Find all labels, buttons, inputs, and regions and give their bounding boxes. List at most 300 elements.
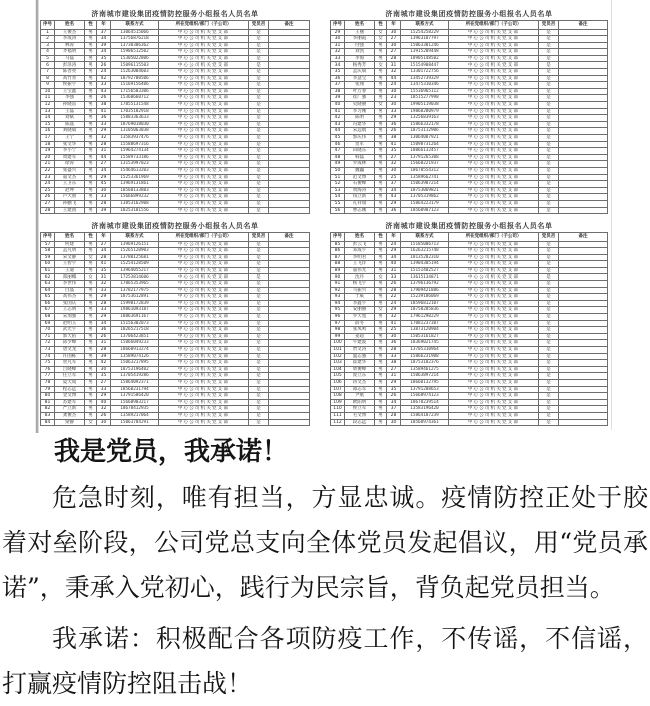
- table-cell: 于威: [345, 294, 375, 301]
- table-cell: 男: [375, 267, 387, 274]
- table-cell: 刘凯: [345, 49, 375, 56]
- table-cell: 是: [249, 393, 269, 400]
- table-cell: 男: [375, 95, 387, 102]
- table-cell: [559, 88, 608, 95]
- table-cell: 32: [387, 314, 401, 321]
- table-row: [41, 379, 310, 386]
- table-cell: 中心公司机关党支部: [449, 419, 539, 426]
- table-row: [331, 194, 608, 201]
- table-cell: [559, 393, 608, 400]
- table-cell: 是: [249, 379, 269, 386]
- table-row: [41, 347, 310, 354]
- table-row: [331, 36, 608, 43]
- table-cell: 男: [85, 121, 97, 128]
- table-cell: 27: [387, 36, 401, 43]
- table-cell: 105: [331, 373, 345, 380]
- table-cell: 41: [331, 108, 345, 115]
- table-cell: 18678412935: [111, 406, 159, 413]
- table-cell: 男: [375, 386, 387, 393]
- table-cell: 59: [41, 254, 55, 261]
- table-cell: [559, 148, 608, 155]
- table-cell: 是: [539, 379, 559, 386]
- table-cell: 男: [85, 174, 97, 181]
- table-cell: 30: [387, 29, 401, 36]
- header-row: [41, 21, 310, 30]
- table-row: [41, 314, 310, 321]
- table-cell: 15305022806: [111, 55, 159, 62]
- table-row: [331, 167, 608, 174]
- table-cell: 是: [539, 36, 559, 43]
- table-cell: 是: [539, 347, 559, 354]
- table-cell: 是: [249, 353, 269, 360]
- table-cell: 中心公司机关党支部: [449, 254, 539, 261]
- table-cell: [269, 241, 310, 248]
- table-cell: 34: [97, 36, 111, 43]
- table-row: [41, 42, 310, 49]
- table-cell: 中心公司机关党支部: [159, 181, 249, 188]
- table-cell: 33: [97, 287, 111, 294]
- table-cell: 男: [375, 141, 387, 148]
- table-cell: 男: [375, 281, 387, 288]
- table-cell: 安丽丽: [345, 307, 375, 314]
- table-cell: 30: [387, 333, 401, 340]
- table-cell: 中心公司机关党支部: [449, 194, 539, 201]
- table-cell: 中心公司机关党支部: [449, 154, 539, 161]
- table-cell: 中心公司机关党支部: [159, 194, 249, 201]
- table-cell: 34: [97, 167, 111, 174]
- table-cell: 董伟光: [345, 267, 375, 274]
- table-cell: 夏天成: [55, 379, 85, 386]
- table-cell: 是: [249, 386, 269, 393]
- table-cell: 侯立军: [345, 406, 375, 413]
- table-cell: 15254258229: [401, 29, 449, 36]
- table-cell: 中心公司机关党支部: [449, 294, 539, 301]
- table-row: [331, 333, 608, 340]
- table-row: [41, 141, 310, 148]
- table-row: [331, 128, 608, 135]
- table-cell: 73: [41, 347, 55, 354]
- table-cell: 男: [85, 108, 97, 115]
- table-cell: 陈晶: [55, 121, 85, 128]
- table-cell: 27: [387, 154, 401, 161]
- table-cell: [559, 333, 608, 340]
- table-cell: 是: [539, 75, 559, 82]
- table-cell: 男: [85, 49, 97, 56]
- table-cell: 中心公司机关党支部: [449, 353, 539, 360]
- table-cell: 女: [85, 274, 97, 281]
- table-cell: 卢大朋: [55, 194, 85, 201]
- table-row: [41, 412, 310, 419]
- table-cell: 男: [375, 82, 387, 89]
- table-cell: 是: [539, 174, 559, 181]
- table-cell: 中心公司机关党支部: [159, 200, 249, 207]
- table-row: [41, 108, 310, 115]
- table-row: [331, 148, 608, 155]
- table-cell: 白晶: [55, 287, 85, 294]
- table-cell: [269, 207, 310, 214]
- table-cell: [269, 393, 310, 400]
- table-cell: 男: [85, 128, 97, 135]
- table-cell: 29: [387, 115, 401, 122]
- table-cell: 中心公司机关党支部: [449, 340, 539, 347]
- table-cell: 徐涛: [55, 161, 85, 168]
- column-header: 性: [85, 233, 97, 242]
- table-cell: 中心公司机关党支部: [449, 248, 539, 255]
- table-cell: 女: [375, 62, 387, 69]
- table-cell: [559, 287, 608, 294]
- table-cell: 32: [387, 69, 401, 76]
- column-header: 所在党组织/部门（子公司）: [159, 21, 249, 30]
- table-cell: 109: [331, 399, 345, 406]
- table-cell: 男: [375, 49, 387, 56]
- table-cell: 18515277998: [401, 95, 449, 102]
- column-header: 年: [97, 21, 111, 30]
- table-cell: 17035182918: [111, 108, 159, 115]
- table-cell: 29: [97, 128, 111, 135]
- table-cell: 34: [97, 49, 111, 56]
- table-row: [331, 274, 608, 281]
- table-cell: 16263215748: [401, 248, 449, 255]
- table-cell: 张文华: [55, 141, 85, 148]
- table-cell: 24: [41, 181, 55, 188]
- table-cell: 77: [41, 373, 55, 380]
- table-row: [331, 386, 608, 393]
- table-cell: 15096115503: [111, 62, 159, 69]
- table-cell: 58: [41, 248, 55, 255]
- table-cell: 102: [331, 353, 345, 360]
- table-cell: 男: [375, 121, 387, 128]
- table-cell: [559, 187, 608, 194]
- table-cell: 是: [249, 95, 269, 102]
- table-cell: 是: [249, 108, 269, 115]
- table-row: [331, 29, 608, 36]
- table-cell: 是: [539, 386, 559, 393]
- table-row: [331, 254, 608, 261]
- table-cell: 男: [85, 399, 97, 406]
- table-cell: 13796136792: [401, 281, 449, 288]
- table-cell: 是: [249, 62, 269, 69]
- table-cell: 男: [85, 148, 97, 155]
- table-cell: 男: [375, 294, 387, 301]
- table-cell: 是: [249, 187, 269, 194]
- table-cell: [269, 200, 310, 207]
- table-row: [41, 200, 310, 207]
- table-cell: 18905148502: [401, 55, 449, 62]
- table-cell: 是: [539, 327, 559, 334]
- table-cell: 17: [41, 135, 55, 142]
- header-row: [331, 233, 608, 242]
- table-cell: 孙鹏飞: [55, 200, 85, 207]
- table-cell: 男: [85, 141, 97, 148]
- table-cell: 15063301246: [401, 42, 449, 49]
- table-row: [41, 174, 310, 181]
- table-cell: 金文博: [55, 393, 85, 400]
- table-cell: 中心公司机关党支部: [159, 55, 249, 62]
- table-cell: 中心公司机关党支部: [449, 307, 539, 314]
- table-cell: 是: [539, 49, 559, 56]
- table-cell: 25: [387, 174, 401, 181]
- table-cell: 49: [331, 161, 345, 168]
- table-cell: 26: [97, 333, 111, 340]
- table-cell: 18753196402: [111, 366, 159, 373]
- table-cell: 13615134871: [401, 274, 449, 281]
- table-cell: 中心公司机关党支部: [449, 187, 539, 194]
- table-cell: 31: [387, 62, 401, 69]
- table-row: [331, 327, 608, 334]
- table-row: [41, 115, 310, 122]
- table-cell: [269, 373, 310, 380]
- table-cell: 35: [97, 373, 111, 380]
- table-row: [331, 307, 608, 314]
- table-cell: 7: [41, 69, 55, 76]
- table-cell: 57: [41, 241, 55, 248]
- table-cell: 18660913274: [111, 347, 159, 354]
- table-cell: 是: [249, 327, 269, 334]
- table-cell: [559, 248, 608, 255]
- table-cell: 中心公司机关党支部: [159, 42, 249, 49]
- table-cell: 男: [85, 386, 97, 393]
- table-cell: 是: [249, 55, 269, 62]
- table-cell: 王卫东: [55, 181, 85, 188]
- table-cell: 是: [249, 366, 269, 373]
- column-header: 联系方式: [401, 21, 449, 30]
- table-cell: 13583937476: [111, 135, 159, 142]
- table-cell: 王磊: [55, 108, 85, 115]
- table-cell: 111: [331, 412, 345, 419]
- table-cell: 女: [375, 274, 387, 281]
- table-cell: 马磊: [55, 55, 85, 62]
- table-cell: 中心公司机关党支部: [449, 82, 539, 89]
- table-cell: 中心公司机关党支部: [159, 314, 249, 321]
- table-cell: 18660132795: [401, 379, 449, 386]
- table-cell: 6: [41, 62, 55, 69]
- table-cell: 是: [249, 154, 269, 161]
- table-cell: 男: [85, 347, 97, 354]
- table-cell: 中心公司机关党支部: [159, 261, 249, 268]
- table-cell: 29: [387, 379, 401, 386]
- table-row: [41, 49, 310, 56]
- table-cell: 男: [375, 181, 387, 188]
- table-cell: 是: [539, 287, 559, 294]
- table-cell: [559, 128, 608, 135]
- table-row: [331, 69, 608, 76]
- table-cell: 是: [249, 300, 269, 307]
- table-cell: 15866049233: [111, 340, 159, 347]
- table-row: [41, 241, 310, 248]
- table-row: [41, 327, 310, 334]
- table-cell: 15668903217: [111, 399, 159, 406]
- table-cell: 男: [85, 406, 97, 413]
- table-cell: 男: [85, 167, 97, 174]
- table-cell: [269, 36, 310, 43]
- table-cell: 男: [375, 194, 387, 201]
- table-cell: 95: [331, 307, 345, 314]
- table-cell: [559, 320, 608, 327]
- table-cell: [559, 347, 608, 354]
- table-cell: 中心公司机关党支部: [159, 320, 249, 327]
- table-cell: 男: [85, 69, 97, 76]
- table-cell: 中心公司机关党支部: [159, 148, 249, 155]
- table-row: [331, 135, 608, 142]
- table-cell: 32: [331, 49, 345, 56]
- table-cell: [559, 412, 608, 419]
- table-cell: 18560133883: [111, 187, 159, 194]
- table-cell: 中心公司机关党支部: [159, 154, 249, 161]
- table-cell: 38: [387, 135, 401, 142]
- table-cell: 男: [375, 347, 387, 354]
- table-cell: 13706423851: [111, 333, 159, 340]
- table-cell: 15588697316: [111, 141, 159, 148]
- table-cell: 41: [387, 320, 401, 327]
- table-cell: 严立新: [55, 406, 85, 413]
- column-header: 序号: [331, 21, 345, 30]
- table-row: [331, 161, 608, 168]
- table-cell: 64: [41, 287, 55, 294]
- column-header: 党员否: [539, 21, 559, 30]
- table-cell: 75: [41, 360, 55, 367]
- table-cell: 是: [249, 161, 269, 168]
- table-cell: [269, 82, 310, 89]
- table-cell: 45: [97, 181, 111, 188]
- table-cell: 女: [375, 29, 387, 36]
- table-cell: 男: [85, 366, 97, 373]
- table-cell: 103: [331, 360, 345, 367]
- table-cell: 崔广强: [345, 95, 375, 102]
- table-cell: 中心公司机关党支部: [449, 55, 539, 62]
- table-cell: 中心公司机关党支部: [449, 95, 539, 102]
- table-row: [41, 399, 310, 406]
- column-header: 序号: [41, 21, 55, 30]
- table-cell: 沈丹: [345, 274, 375, 281]
- table-row: [331, 241, 608, 248]
- table-cell: 15360660712: [111, 95, 159, 102]
- table-cell: 15964274134: [111, 148, 159, 155]
- table-cell: 男: [375, 373, 387, 380]
- table-cell: 男: [85, 42, 97, 49]
- table-row: [331, 95, 608, 102]
- table-cell: [269, 300, 310, 307]
- table-cell: 中心公司机关党支部: [449, 141, 539, 148]
- table-cell: 贺军: [345, 141, 375, 148]
- table-cell: 男: [85, 248, 97, 255]
- table-cell: 中心公司机关党支部: [159, 161, 249, 168]
- pledge-paragraph-1: 危急时刻，唯有担当，方显忠诚。疫情防控正处于胶着对垒阶段，公司党总支向全体党员发起倡议，用“党员承诺”，秉承入党初心，践行为民宗旨，背负起党员担当。: [2, 483, 648, 602]
- table-row: [41, 88, 310, 95]
- table-cell: 是: [539, 294, 559, 301]
- table-cell: 男: [375, 55, 387, 62]
- column-header: 年: [387, 21, 401, 30]
- table-cell: 杨飞宇: [345, 281, 375, 288]
- column-header: 所在党组织/部门（子公司）: [449, 233, 539, 242]
- table-cell: 22: [387, 294, 401, 301]
- table-cell: 田晓东: [345, 148, 375, 155]
- table-cell: 中心公司机关党支部: [449, 36, 539, 43]
- table-cell: 女: [85, 419, 97, 426]
- column-header: 联系方式: [401, 233, 449, 242]
- table-cell: 80: [41, 393, 55, 400]
- table-cell: 中心公司机关党支部: [449, 379, 539, 386]
- column-header: 备注: [269, 233, 310, 242]
- table-cell: 39: [97, 42, 111, 49]
- table-cell: 是: [249, 148, 269, 155]
- table-cell: 邱少峰: [55, 340, 85, 347]
- table-cell: 91: [331, 281, 345, 288]
- table-cell: 牛建波: [345, 340, 375, 347]
- table-row: [41, 386, 310, 393]
- table-cell: 中心公司机关党支部: [159, 406, 249, 413]
- table-cell: 15098731264: [401, 141, 449, 148]
- table-cell: 13705419286: [111, 373, 159, 380]
- table-cell: 17865353965: [111, 281, 159, 288]
- table-cell: 40: [331, 102, 345, 109]
- table-row: [41, 254, 310, 261]
- table-cell: 是: [539, 42, 559, 49]
- table-cell: 男: [375, 161, 387, 168]
- table-cell: 中心公司机关党支部: [449, 148, 539, 155]
- table-cell: 男: [85, 200, 97, 207]
- column-header: 性: [375, 233, 387, 242]
- table-row: [331, 55, 608, 62]
- table-row: [331, 207, 608, 214]
- table-cell: 92: [331, 287, 345, 294]
- table-cell: 是: [249, 42, 269, 49]
- table-cell: 26: [387, 393, 401, 400]
- table-cell: [559, 75, 608, 82]
- table-cell: 中心公司机关党支部: [449, 281, 539, 288]
- table-cell: [269, 379, 310, 386]
- roster-table-block: [40, 9, 310, 214]
- column-header: 序号: [331, 233, 345, 242]
- table-cell: [269, 406, 310, 413]
- table-cell: 42: [97, 360, 111, 367]
- table-cell: 男: [85, 115, 97, 122]
- table-cell: 28: [41, 207, 55, 214]
- table-cell: 男: [375, 419, 387, 426]
- table-cell: 中心公司机关党支部: [159, 75, 249, 82]
- table-cell: 26: [97, 412, 111, 419]
- table-cell: 中心公司机关党支部: [449, 393, 539, 400]
- table-cell: 李强: [55, 95, 85, 102]
- table-cell: 中心公司机关党支部: [159, 135, 249, 142]
- table-cell: 男: [85, 294, 97, 301]
- table-cell: 薛冬: [345, 320, 375, 327]
- table-cell: 郭天佑: [55, 333, 85, 340]
- table-cell: 唐文龙: [55, 347, 85, 354]
- table-cell: 中心公司机关党支部: [449, 333, 539, 340]
- table-cell: 梁静: [55, 419, 85, 426]
- table-cell: 18792700506: [111, 75, 159, 82]
- table-row: [41, 353, 310, 360]
- table-cell: 齐福明: [55, 49, 85, 56]
- table-cell: 是: [539, 161, 559, 168]
- table-cell: 男: [375, 353, 387, 360]
- table-cell: 男: [85, 300, 97, 307]
- table-cell: 龚俊杰: [55, 412, 85, 419]
- table-cell: 中心公司机关党支部: [449, 347, 539, 354]
- table-cell: 中心公司机关党支部: [159, 187, 249, 194]
- table-cell: 43: [97, 88, 111, 95]
- table-cell: 是: [539, 200, 559, 207]
- table-cell: 34: [387, 254, 401, 261]
- table-cell: 是: [539, 399, 559, 406]
- table-cell: 是: [539, 314, 559, 321]
- table-row: [331, 360, 608, 367]
- table-row: [331, 393, 608, 400]
- table-cell: 1: [41, 29, 55, 36]
- table-cell: 中心公司机关党支部: [159, 360, 249, 367]
- table-cell: [269, 167, 310, 174]
- table-cell: [269, 69, 310, 76]
